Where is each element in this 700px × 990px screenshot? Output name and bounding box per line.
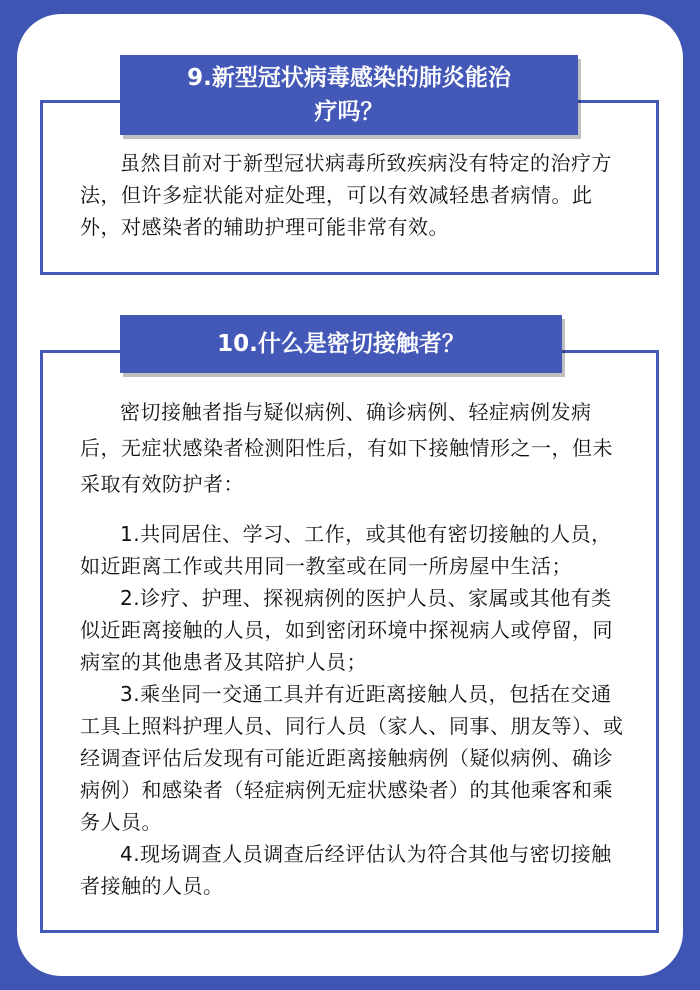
q9-body: 虽然目前对于新型冠状病毒所致疾病没有特定的治疗方法，但许多症状能对症处理，可以有效减轻患者病情。此外，对感染者的辅助护理可能非常有效。	[80, 151, 612, 239]
q10-title-tab	[120, 315, 562, 373]
q9-title-line2: 疗吗？	[314, 99, 384, 125]
q10-title: 10.什么是密切接触者？	[217, 331, 465, 357]
q10-item-2: 2.诊疗、护理、探视病例的医护人员、家属或其他有类似近距离接触的人员，如到密闭环境中探视病人或停留，同病室的其他患者及其陪护人员；	[80, 586, 613, 674]
q10-intro: 密切接触者指与疑似病例、确诊病例、轻症病例发病后，无症状感染者检测阳性后，有如下接触情形之一，但未采取有效防护者：	[80, 400, 613, 496]
q9-title-line1: 9.新型冠状病毒感染的肺炎能治	[187, 65, 511, 91]
q10-item-1: 1.共同居住、学习、工作，或其他有密切接触的人员，如近距离工作或共用同一教室或在同一所房屋中生活；	[80, 522, 612, 578]
q9-title-tab	[120, 55, 578, 135]
q10-item-list	[80, 518, 625, 902]
q10-item-3: 3.乘坐同一交通工具并有近距离接触人员，包括在交通工具上照料护理人员、同行人员（家人、同事、朋友等）、或经调查评估后发现有可能近距离接触病例（疑似病例、确诊病例）和感染者（轻症病例无症状感染者）的其他乘客和乘务人员。	[80, 682, 624, 834]
q10-body	[80, 394, 625, 902]
q10-item-4: 4.现场调查人员调查后经评估认为符合其他与密切接触者接触的人员。	[80, 842, 612, 898]
